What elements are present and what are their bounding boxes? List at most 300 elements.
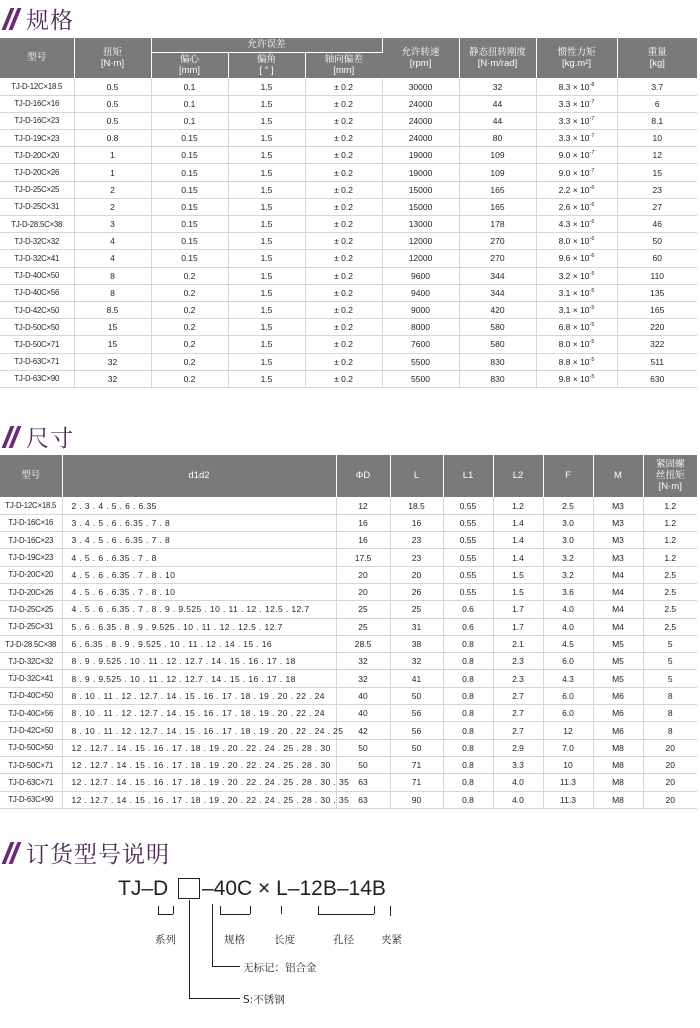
cell-M: M4 (593, 566, 643, 583)
cell-torque: 0.5 (74, 112, 151, 129)
cell-L1: 0.8 (443, 739, 493, 756)
cell-t: 1.2 (643, 549, 697, 566)
cell-M: M6 (593, 722, 643, 739)
cell-speed: 5500 (382, 370, 459, 387)
col-L: L (390, 455, 443, 497)
cell-stiff: 165 (459, 181, 536, 198)
cell-speed: 19000 (382, 147, 459, 164)
cell-d: 3 . 4 . 5 . 6 . 6.35 . 7 . 8 (62, 532, 336, 549)
cell-speed: 24000 (382, 130, 459, 147)
cell-axial: ± 0.2 (305, 353, 382, 370)
table-row (0, 532, 697, 549)
cell-phiD: 16 (336, 514, 390, 531)
cell-weight: 60 (617, 250, 697, 267)
table-row (0, 756, 697, 773)
cell-model: TJ-D-25C×31 (0, 618, 62, 635)
table-row (0, 301, 697, 318)
cell-ang: 1.5 (228, 112, 305, 129)
cell-model: TJ-D-42C×50 (0, 722, 62, 739)
cell-F: 4.3 (543, 670, 593, 687)
table-row (0, 774, 697, 791)
cell-torque: 1 (74, 164, 151, 181)
cell-inertia: $3.3 \times 10^{-7}$ (536, 130, 617, 147)
table-row (0, 549, 697, 566)
cell-model: TJ-D-63C×90 (0, 370, 74, 387)
cell-L1: 0.8 (443, 756, 493, 773)
cell-L1: 0.55 (443, 532, 493, 549)
section-marker-icon (2, 426, 22, 448)
cell-ang: 1.5 (228, 267, 305, 284)
cell-speed: 9000 (382, 301, 459, 318)
cell-L: 71 (390, 756, 443, 773)
cell-L2: 2.1 (493, 635, 543, 652)
cell-ecc: 0.2 (151, 353, 228, 370)
cell-L: 31 (390, 618, 443, 635)
cell-speed: 9400 (382, 284, 459, 301)
cell-F: 4.0 (543, 618, 593, 635)
cell-L1: 0.6 (443, 601, 493, 618)
cell-model: TJ-D-25C×25 (0, 181, 74, 198)
dimension-table (0, 455, 697, 809)
cell-d: 8 . 9 . 9.525 . 10 . 11 . 12 . 12.7 . 14 . 15 . 16 . 17 . 18 (62, 670, 336, 687)
cell-model: TJ-D-42C×50 (0, 301, 74, 318)
cell-model: TJ-D-40C×50 (0, 267, 74, 284)
cell-ang: 1.5 (228, 319, 305, 336)
cell-t: 20 (643, 756, 697, 773)
cell-weight: 135 (617, 284, 697, 301)
cell-F: 11.3 (543, 791, 593, 808)
cell-L1: 0.8 (443, 687, 493, 704)
cell-ecc: 0.2 (151, 336, 228, 353)
cell-weight: 3.7 (617, 78, 697, 95)
cell-M: M8 (593, 791, 643, 808)
cell-L2: 1.5 (493, 583, 543, 600)
cell-F: 3.6 (543, 583, 593, 600)
cell-L1: 0.8 (443, 635, 493, 652)
table-row (0, 198, 697, 215)
cell-speed: 15000 (382, 198, 459, 215)
col-axial: 轴向偏差 [mm] (305, 52, 382, 78)
table-row (0, 670, 697, 687)
cell-L: 32 (390, 653, 443, 670)
cell-weight: 630 (617, 370, 697, 387)
cell-ecc: 0.15 (151, 198, 228, 215)
cell-L: 50 (390, 739, 443, 756)
cell-model: TJ-D-63C×71 (0, 774, 62, 791)
cell-model: TJ-D-28.5C×38 (0, 635, 62, 652)
cell-inertia: $9.8 \times 10^{-5}$ (536, 370, 617, 387)
section-heading-spec (6, 2, 74, 35)
cell-ang: 1.5 (228, 233, 305, 250)
col-weight: 重量 [kg] (617, 38, 697, 78)
cell-torque: 3 (74, 216, 151, 233)
section-title: 订货型号说明 (26, 842, 170, 868)
cell-M: M4 (593, 601, 643, 618)
cell-M: M4 (593, 618, 643, 635)
table-row (0, 370, 697, 387)
label-stainless: S:不锈钢 (243, 994, 285, 1006)
label-no-mark-aluminum: 无标记：铝合金 (243, 962, 317, 974)
label-length: 长度 (274, 934, 295, 946)
cell-t: 2.5 (643, 618, 697, 635)
table-row (0, 635, 697, 652)
cell-d: 6 . 6.35 . 8 . 9 . 9.525 . 10 . 11 . 12 . 14 . 15 . 16 (62, 635, 336, 652)
cell-L1: 0.55 (443, 497, 493, 514)
cell-axial: ± 0.2 (305, 147, 382, 164)
table-row (0, 653, 697, 670)
cell-axial: ± 0.2 (305, 78, 382, 95)
cell-stiff: 44 (459, 95, 536, 112)
cell-M: M5 (593, 670, 643, 687)
cell-axial: ± 0.2 (305, 198, 382, 215)
cell-inertia: $6.8 \times 10^{-5}$ (536, 319, 617, 336)
cell-ang: 1.5 (228, 353, 305, 370)
cell-t: 20 (643, 774, 697, 791)
label-series: 系列 (155, 934, 176, 946)
cell-model: TJ-D-50C×50 (0, 319, 74, 336)
cell-phiD: 25 (336, 618, 390, 635)
cell-ecc: 0.15 (151, 233, 228, 250)
cell-d: 12 . 12.7 . 14 . 15 . 16 . 17 . 18 . 19 . 20 . 22 . 24 . 25 . 28 . 30 . 35 (62, 774, 336, 791)
cell-inertia: $8.3 \times 10^{-8}$ (536, 78, 617, 95)
cell-phiD: 63 (336, 774, 390, 791)
cell-axial: ± 0.2 (305, 284, 382, 301)
cell-M: M5 (593, 653, 643, 670)
cell-axial: ± 0.2 (305, 267, 382, 284)
order-code-prefix: TJ–D (118, 877, 169, 900)
cell-ang: 1.5 (228, 198, 305, 215)
cell-model: TJ-D-16C×16 (0, 95, 74, 112)
cell-inertia: $9.0 \times 10^{-7}$ (536, 147, 617, 164)
cell-phiD: 42 (336, 722, 390, 739)
table-row (0, 233, 697, 250)
cell-phiD: 50 (336, 756, 390, 773)
table-row (0, 583, 697, 600)
cell-F: 6.0 (543, 705, 593, 722)
cell-ang: 1.5 (228, 216, 305, 233)
cell-t: 8 (643, 722, 697, 739)
cell-d: 2 . 3 . 4 . 5 . 6 . 6.35 (62, 497, 336, 514)
cell-d: 8 . 10 . 11 . 12 . 12.7 . 14 . 15 . 16 . 17 . 18 . 19 . 20 . 22 . 24 (62, 705, 336, 722)
cell-L: 90 (390, 791, 443, 808)
cell-t: 1.2 (643, 532, 697, 549)
cell-L2: 4.0 (493, 774, 543, 791)
cell-ang: 1.5 (228, 181, 305, 198)
cell-t: 20 (643, 791, 697, 808)
cell-axial: ± 0.2 (305, 95, 382, 112)
cell-torque: 0.8 (74, 130, 151, 147)
cell-weight: 50 (617, 233, 697, 250)
col-phiD: ΦD (336, 455, 390, 497)
cell-phiD: 20 (336, 583, 390, 600)
cell-L2: 2.9 (493, 739, 543, 756)
table-row (0, 514, 697, 531)
cell-model: TJ-D-50C×50 (0, 739, 62, 756)
cell-d: 4 . 5 . 6 . 6.35 . 7 . 8 . 9 . 9.525 . 10 . 11 . 12 . 12.5 . 12.7 (62, 601, 336, 618)
table-row (0, 618, 697, 635)
cell-speed: 24000 (382, 112, 459, 129)
cell-L2: 1.4 (493, 514, 543, 531)
cell-L1: 0.8 (443, 774, 493, 791)
section-marker-icon (2, 8, 22, 30)
cell-inertia: $2.2 \times 10^{-6}$ (536, 181, 617, 198)
material-code-box (178, 878, 200, 899)
cell-ecc: 0.2 (151, 319, 228, 336)
cell-d: 12 . 12.7 . 14 . 15 . 16 . 17 . 18 . 19 . 20 . 22 . 24 . 25 . 28 . 30 . 35 (62, 791, 336, 808)
cell-M: M3 (593, 549, 643, 566)
table-row (0, 336, 697, 353)
cell-t: 1.2 (643, 514, 697, 531)
col-eccentric: 偏心 [mm] (151, 52, 228, 78)
cell-inertia: $8.8 \times 10^{-5}$ (536, 353, 617, 370)
cell-ang: 1.5 (228, 370, 305, 387)
cell-t: 5 (643, 670, 697, 687)
cell-L2: 3.3 (493, 756, 543, 773)
cell-model: TJ-D-19C×23 (0, 130, 74, 147)
table-row (0, 250, 697, 267)
section-marker-icon (2, 842, 22, 864)
cell-model: TJ-D-16C×23 (0, 112, 74, 129)
cell-torque: 8 (74, 284, 151, 301)
cell-model: TJ-D-20C×20 (0, 566, 62, 583)
cell-t: 20 (643, 739, 697, 756)
cell-axial: ± 0.2 (305, 130, 382, 147)
cell-stiff: 44 (459, 112, 536, 129)
cell-L: 16 (390, 514, 443, 531)
cell-L: 18.5 (390, 497, 443, 514)
col-speed: 允许转速 [rpm] (382, 38, 459, 78)
cell-phiD: 16 (336, 532, 390, 549)
cell-model: TJ-D-20C×20 (0, 147, 74, 164)
cell-model: TJ-D-32C×41 (0, 670, 62, 687)
cell-torque: 4 (74, 250, 151, 267)
col-angle: 偏角 [ ° ] (228, 52, 305, 78)
spec-table (0, 38, 697, 388)
cell-model: TJ-D-28.5C×38 (0, 216, 74, 233)
cell-inertia: $3.3 \times 10^{-7}$ (536, 95, 617, 112)
cell-axial: ± 0.2 (305, 250, 382, 267)
cell-model: TJ-D-40C×56 (0, 284, 74, 301)
cell-stiff: 270 (459, 250, 536, 267)
cell-ecc: 0.2 (151, 301, 228, 318)
cell-stiff: 109 (459, 147, 536, 164)
col-torque: 扭矩 [N·m] (74, 38, 151, 78)
table-row (0, 216, 697, 233)
cell-phiD: 50 (336, 739, 390, 756)
cell-L1: 0.8 (443, 791, 493, 808)
cell-model: TJ-D-50C×71 (0, 336, 74, 353)
cell-ecc: 0.1 (151, 112, 228, 129)
cell-L2: 1.7 (493, 618, 543, 635)
cell-model: TJ-D-40C×56 (0, 705, 62, 722)
cell-t: 8 (643, 687, 697, 704)
table-row (0, 601, 697, 618)
cell-F: 3.0 (543, 514, 593, 531)
cell-ecc: 0.15 (151, 130, 228, 147)
cell-F: 3.2 (543, 566, 593, 583)
cell-d: 5 . 6 . 6.35 . 8 . 9 . 9.525 . 10 . 11 . 12 . 12.5 . 12.7 (62, 618, 336, 635)
cell-L: 56 (390, 705, 443, 722)
cell-t: 5 (643, 635, 697, 652)
cell-d: 12 . 12.7 . 14 . 15 . 16 . 17 . 18 . 19 . 20 . 22 . 24 . 25 . 28 . 30 (62, 756, 336, 773)
cell-ecc: 0.15 (151, 250, 228, 267)
cell-t: 2.5 (643, 583, 697, 600)
cell-stiff: 109 (459, 164, 536, 181)
cell-torque: 15 (74, 319, 151, 336)
cell-speed: 8000 (382, 319, 459, 336)
table-row (0, 687, 697, 704)
cell-F: 3.2 (543, 549, 593, 566)
cell-d: 12 . 12.7 . 14 . 15 . 16 . 17 . 18 . 19 . 20 . 22 . 24 . 25 . 28 . 30 (62, 739, 336, 756)
table-row (0, 181, 697, 198)
cell-weight: 10 (617, 130, 697, 147)
table-row (0, 791, 697, 808)
col-screw-torque: 紧固螺 丝扭矩 [N·m] (643, 455, 697, 497)
col-inertia: 惯性力矩 [kg.m²] (536, 38, 617, 78)
cell-L1: 0.8 (443, 722, 493, 739)
cell-model: TJ-D-19C×23 (0, 549, 62, 566)
cell-torque: 4 (74, 233, 151, 250)
cell-t: 8 (643, 705, 697, 722)
section-title: 规格 (26, 8, 74, 34)
cell-torque: 2 (74, 181, 151, 198)
cell-t: 2.5 (643, 566, 697, 583)
cell-model: TJ-D-32C×41 (0, 250, 74, 267)
cell-F: 10 (543, 756, 593, 773)
cell-d: 8 . 10 . 11 . 12 . 12.7 . 14 . 15 . 16 . 17 . 18 . 19 . 20 . 22 . 24 . 25 (62, 722, 336, 739)
cell-speed: 24000 (382, 95, 459, 112)
cell-L2: 2.3 (493, 670, 543, 687)
cell-speed: 7600 (382, 336, 459, 353)
cell-model: TJ-D-20C×26 (0, 164, 74, 181)
cell-L2: 1.2 (493, 497, 543, 514)
cell-stiff: 80 (459, 130, 536, 147)
cell-L: 25 (390, 601, 443, 618)
table-row (0, 164, 697, 181)
cell-phiD: 17.5 (336, 549, 390, 566)
cell-M: M5 (593, 635, 643, 652)
cell-L2: 2.7 (493, 705, 543, 722)
cell-stiff: 32 (459, 78, 536, 95)
col-M: M (593, 455, 643, 497)
cell-L2: 1.5 (493, 566, 543, 583)
cell-inertia: $4.3 \times 10^{-6}$ (536, 216, 617, 233)
col-L2: L2 (493, 455, 543, 497)
cell-stiff: 830 (459, 353, 536, 370)
section-title: 尺寸 (26, 426, 74, 452)
cell-model: TJ-D-16C×16 (0, 514, 62, 531)
cell-weight: 12 (617, 147, 697, 164)
cell-inertia: $9.0 \times 10^{-7}$ (536, 164, 617, 181)
cell-weight: 511 (617, 353, 697, 370)
cell-inertia: $8.0 \times 10^{-6}$ (536, 233, 617, 250)
cell-M: M3 (593, 514, 643, 531)
cell-stiff: 344 (459, 267, 536, 284)
cell-ecc: 0.2 (151, 370, 228, 387)
cell-F: 4.5 (543, 635, 593, 652)
cell-d: 8 . 9 . 9.525 . 10 . 11 . 12 . 12.7 . 14 . 15 . 16 . 17 . 18 (62, 653, 336, 670)
cell-speed: 9600 (382, 267, 459, 284)
col-model: 型号 (0, 38, 74, 78)
cell-model: TJ-D-40C×50 (0, 687, 62, 704)
cell-M: M8 (593, 756, 643, 773)
cell-model: TJ-D-12C×18.5 (0, 78, 74, 95)
cell-axial: ± 0.2 (305, 112, 382, 129)
cell-axial: ± 0.2 (305, 216, 382, 233)
cell-model: TJ-D-16C×23 (0, 532, 62, 549)
cell-F: 6.0 (543, 687, 593, 704)
cell-torque: 2 (74, 198, 151, 215)
table-row (0, 95, 697, 112)
table-row (0, 130, 697, 147)
cell-ecc: 0.1 (151, 78, 228, 95)
cell-inertia: $9.6 \times 10^{-6}$ (536, 250, 617, 267)
col-model: 型号 (0, 455, 62, 497)
cell-model: TJ-D-32C×32 (0, 653, 62, 670)
table-row (0, 497, 697, 514)
cell-F: 7.0 (543, 739, 593, 756)
cell-phiD: 32 (336, 670, 390, 687)
cell-model: TJ-D-63C×90 (0, 791, 62, 808)
cell-weight: 6 (617, 95, 697, 112)
section-heading-order (6, 836, 170, 869)
cell-phiD: 12 (336, 497, 390, 514)
cell-torque: 32 (74, 370, 151, 387)
cell-axial: ± 0.2 (305, 301, 382, 318)
cell-L1: 0.55 (443, 514, 493, 531)
cell-stiff: 580 (459, 319, 536, 336)
cell-speed: 12000 (382, 250, 459, 267)
cell-weight: 27 (617, 198, 697, 215)
cell-speed: 13000 (382, 216, 459, 233)
cell-ecc: 0.2 (151, 284, 228, 301)
cell-stiff: 270 (459, 233, 536, 250)
cell-L: 23 (390, 549, 443, 566)
cell-ecc: 0.15 (151, 147, 228, 164)
table-row (0, 267, 697, 284)
cell-axial: ± 0.2 (305, 164, 382, 181)
cell-F: 6.0 (543, 653, 593, 670)
cell-weight: 8.1 (617, 112, 697, 129)
cell-weight: 15 (617, 164, 697, 181)
cell-d: 8 . 10 . 11 . 12 . 12.7 . 14 . 15 . 16 . 17 . 18 . 19 . 20 . 22 . 24 (62, 687, 336, 704)
cell-L2: 1.4 (493, 549, 543, 566)
cell-L2: 2.7 (493, 687, 543, 704)
cell-weight: 46 (617, 216, 697, 233)
cell-F: 11.3 (543, 774, 593, 791)
cell-ang: 1.5 (228, 164, 305, 181)
cell-L2: 2.3 (493, 653, 543, 670)
cell-t: 5 (643, 653, 697, 670)
cell-L2: 2.7 (493, 722, 543, 739)
cell-model: TJ-D-20C×26 (0, 583, 62, 600)
cell-F: 2.5 (543, 497, 593, 514)
cell-torque: 8.5 (74, 301, 151, 318)
cell-L: 56 (390, 722, 443, 739)
cell-M: M4 (593, 583, 643, 600)
table-row (0, 78, 697, 95)
cell-t: 1.2 (643, 497, 697, 514)
cell-speed: 19000 (382, 164, 459, 181)
cell-ecc: 0.15 (151, 216, 228, 233)
cell-torque: 32 (74, 353, 151, 370)
cell-speed: 12000 (382, 233, 459, 250)
cell-ang: 1.5 (228, 284, 305, 301)
cell-weight: 220 (617, 319, 697, 336)
cell-phiD: 40 (336, 705, 390, 722)
cell-d: 4 . 5 . 6 . 6.35 . 7 . 8 (62, 549, 336, 566)
cell-ang: 1.5 (228, 130, 305, 147)
